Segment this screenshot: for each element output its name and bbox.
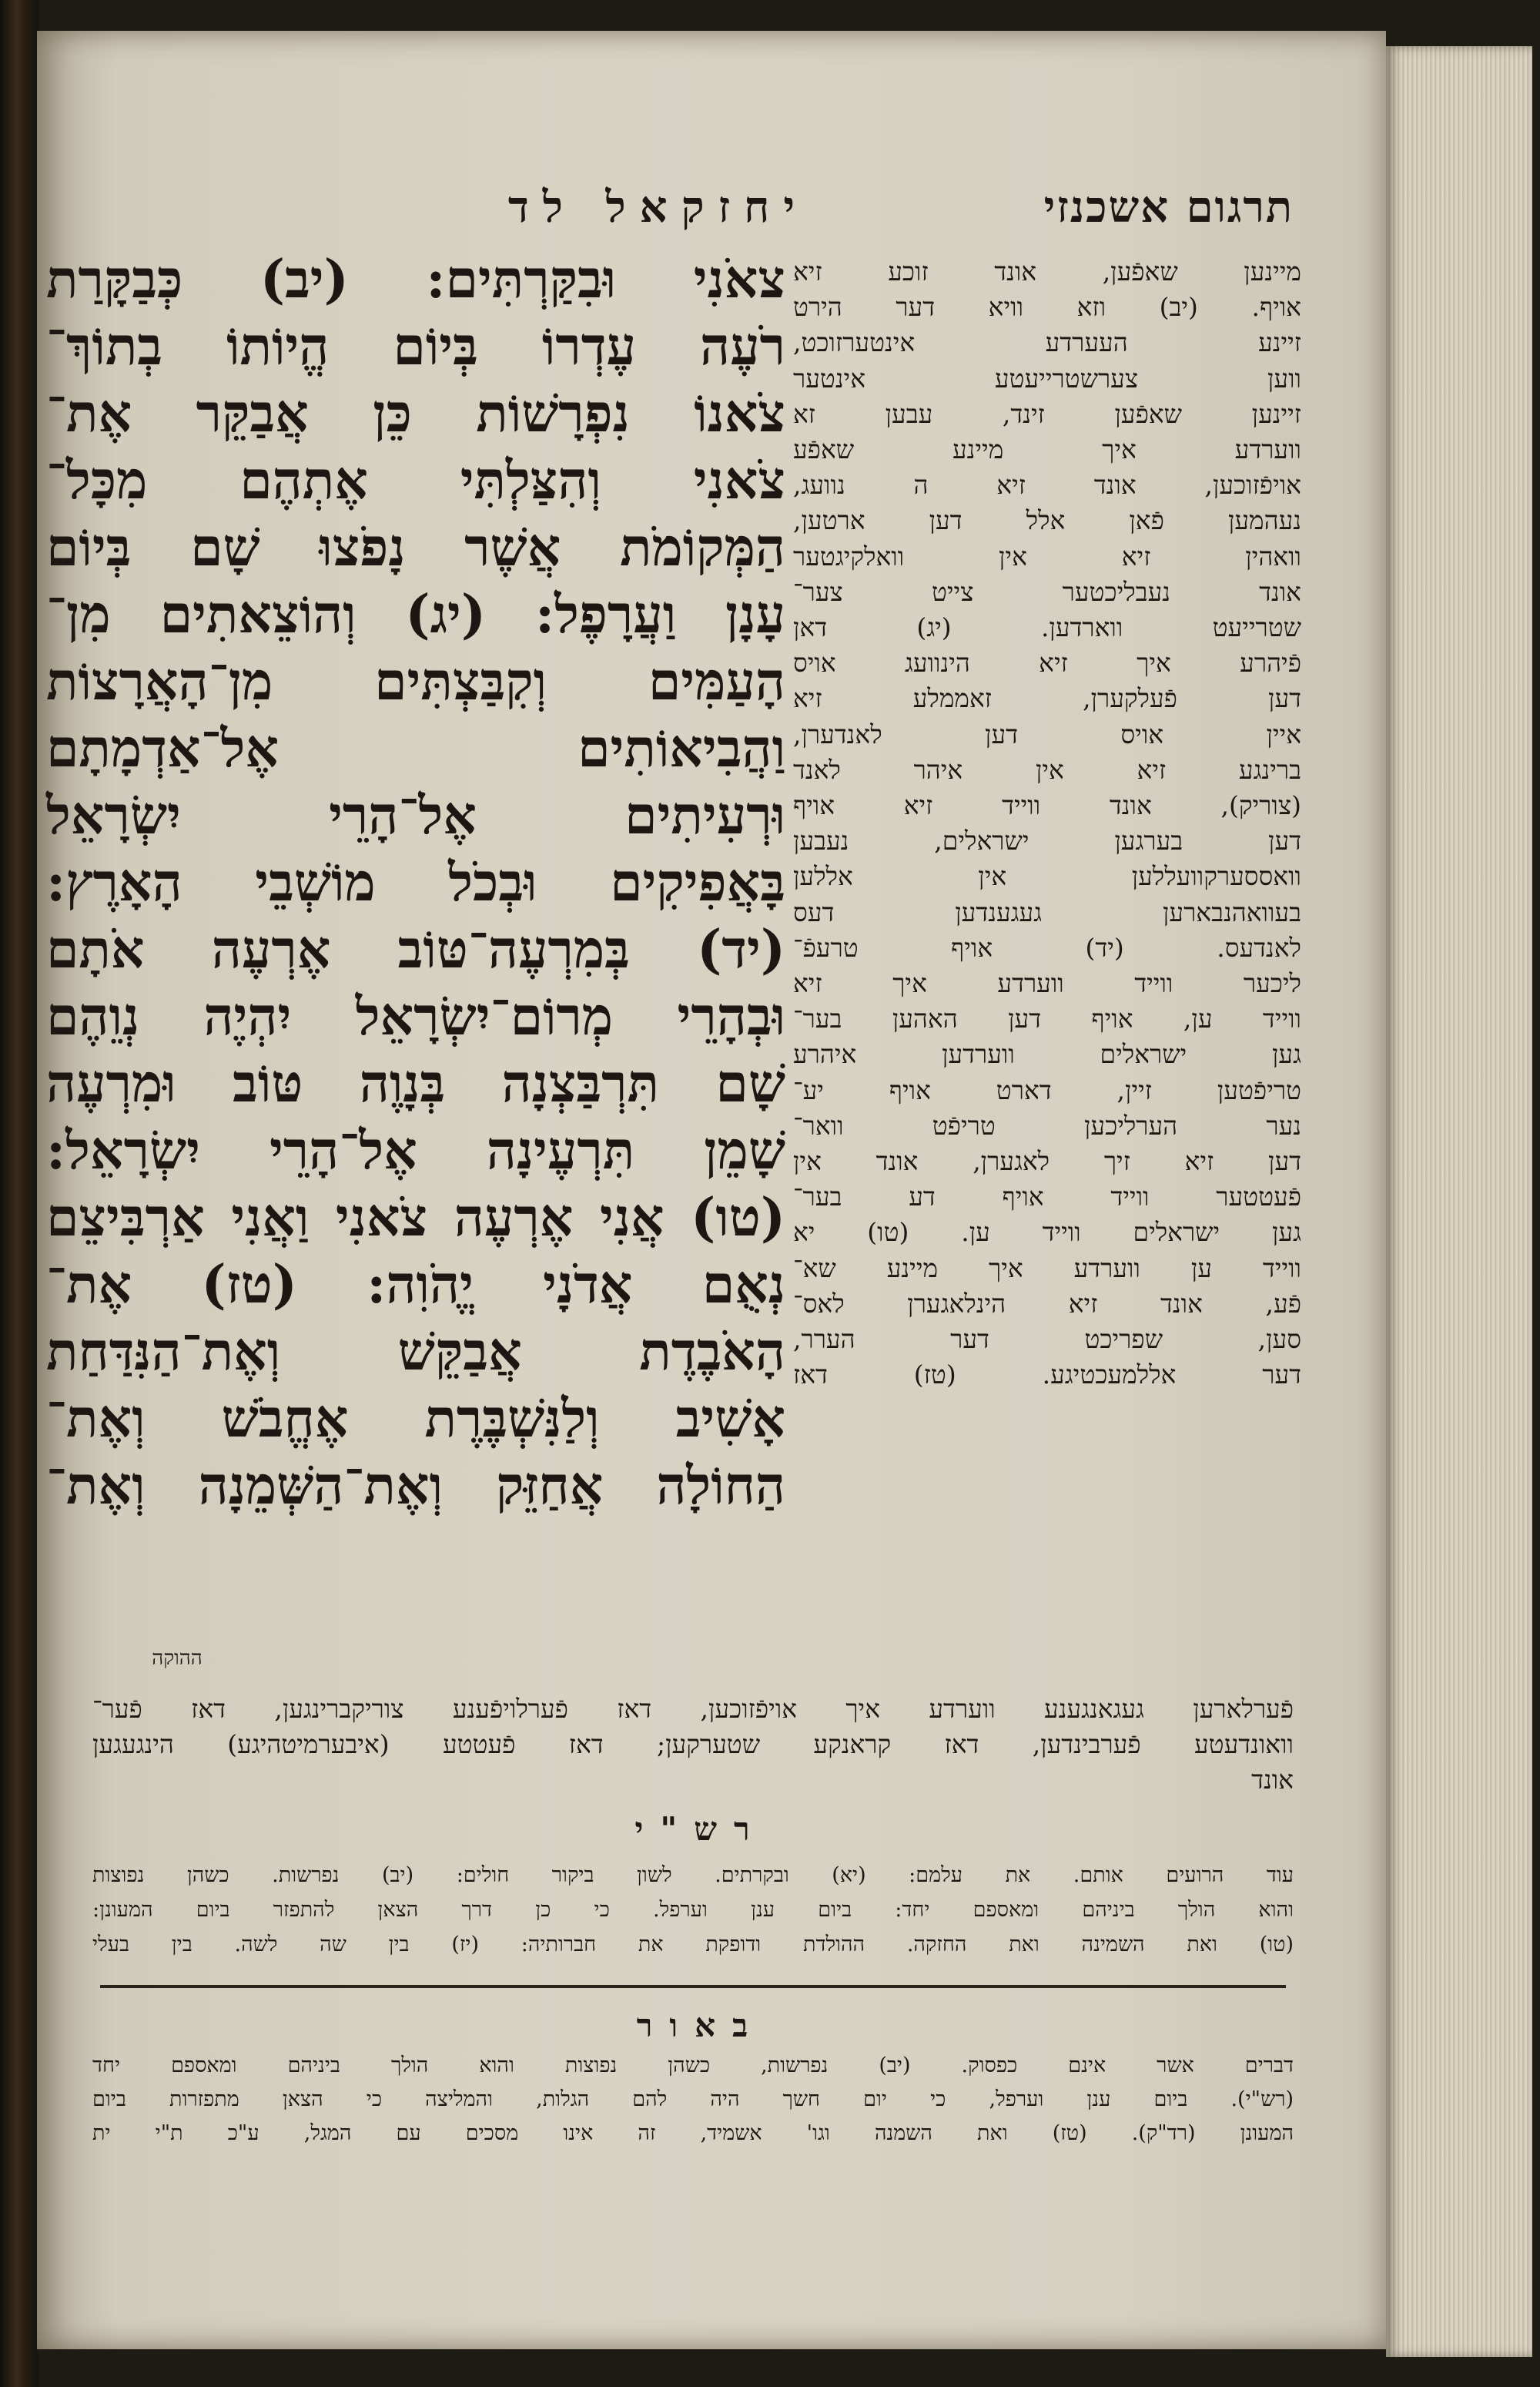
text-line: וַהֲבִיאוֹתִים אֶל־אַדְמָתָם <box>46 718 785 779</box>
translation-continuation <box>92 1691 1294 1798</box>
rashi-heading: רש"י <box>634 1810 767 1848</box>
text-line: בָּאֲפִיקִים וּבְכֹל מוֹשְׁבֵי הָאָרֶץ: <box>46 852 785 914</box>
text-line: עוד הרועים אותם. את עלמם: (יא) ובקרתים. לשון ביקור חולים: (יב) נפרשות. כשהן נפוצות <box>92 1863 1294 1887</box>
text-line: נעהמען פֿאן אלל דען ארטען, <box>793 505 1301 536</box>
text-line: דברים אשר אינם כפסוק. (יב) נפרשות, כשהן נפוצות והוא הולך ביניהם ומאספם יחד <box>92 2053 1294 2077</box>
text-line: (צוריק), אונד ווייד זיא אויף <box>793 790 1301 821</box>
text-line: זיינע העערדע אינטערזוכט, <box>793 327 1301 358</box>
text-line: ווייד ען, אויף דען האהען בער־ <box>793 1004 1301 1034</box>
text-line: פֿערלארען געגאנגענע ווערדע איך אויפֿזוכען, דאז פֿערלויפֿענע צוריקברינגען, דאז פֿער־ <box>92 1694 1294 1724</box>
text-line: שָׁם תִּרְבַּצְנָה בְּנָוֶה טּוֹב וּמִרְעֶה <box>46 1053 785 1115</box>
text-line: וואססערקוועללען אין אללען <box>793 861 1301 892</box>
text-line: וּרְעִיתִים אֶל־הָרֵי יִשְׂרָאֵל <box>46 785 785 847</box>
text-line: (טו) ואת השמינה ואת החזקה. ההולדת ודופקת את חברותיה: (יז) בין שה לשה. בין בעלי <box>92 1933 1294 1956</box>
text-line: וּבְהָרֵי מְרוֹם־יִשְׂרָאֵל יִהְיֶה נְוֵהֶם <box>46 986 785 1048</box>
text-line: אונד נעבליכטער צייט צער־ <box>793 576 1301 607</box>
text-line: וואונדעטע פֿערבינדען, דאז קראנקע שטערקען; דאז פֿעטטע (איבערמיטהיגע) הינגעגען <box>92 1729 1294 1759</box>
text-line: אויפֿזוכען, אונד זיא ה נוועג, <box>793 470 1301 501</box>
text-line: הַחוֹלָה אֲחַזֵּק וְאֶת־הַשְּׁמֵנָה וְאֶת־ <box>46 1455 785 1517</box>
text-line: ליכער ווייד ווערדע איך זיא <box>793 968 1301 999</box>
text-line: אָשִׁיב וְלַנִּשְׁבֶּרֶת אֶחֱבֹשׁ וְאֶת־ <box>46 1388 785 1450</box>
text-line: רֹעֶה עֶדְרוֹ בְּיוֹם הֱיוֹתוֹ בְתוֹךְ־ <box>46 316 785 377</box>
text-line: טריפֿטען זיין, דארט אויף יע־ <box>793 1074 1301 1105</box>
hebrew-main-text <box>46 246 785 1520</box>
text-line: מיינען שאפֿען, אונד זוכע זיא <box>793 256 1301 287</box>
text-line: הָאֹבֶדֶת אֲבַקֵּשׁ וְאֶת־הַנִּדַּחַת <box>46 1321 785 1383</box>
text-line: דען זיא זיך לאגערן, אונד אין <box>793 1146 1301 1177</box>
text-line: ווען צערשטרייעטע אינטער <box>793 363 1301 394</box>
text-line: ווערדע איך מיינע שאפֿע <box>793 434 1301 465</box>
text-line: נער הערליכען טריפֿט וואר־ <box>793 1110 1301 1141</box>
text-line: לאנדעס. (יד) אויף טרעפֿ־ <box>793 932 1301 963</box>
yiddish-translation-column <box>793 254 1301 1393</box>
text-line: אויף. (יב) וזא וויא דער הירט <box>793 292 1301 323</box>
section-divider <box>100 1985 1286 1988</box>
book-binding <box>0 0 38 2387</box>
text-line: והוא הולך ביניהם ומאספם יחד: ביום ענן וערפל. כי כן דרך הצאן להתפזר ביום המעונן: <box>92 1898 1294 1922</box>
text-line: הָעַמִּים וְקִבַּצְתִּים מִן־הָאֲרָצוֹת <box>46 651 785 712</box>
text-line: דער אללמעכטיגע. (טז) דאז <box>793 1359 1301 1390</box>
text-line: צאֹנִי וּבִקַּרְתִּים: (יב) כְּבַקָּרַת <box>46 249 785 310</box>
running-head-right: תרגום אשכנזי <box>1043 182 1294 233</box>
text-line: שטרייעט ווארדען. (יג) דאן <box>793 612 1301 643</box>
text-line: גען ישראלים ווערדען איהרע <box>793 1039 1301 1070</box>
running-head-left: יחזקאל לד <box>507 182 808 233</box>
rashi-commentary <box>92 1858 1294 1962</box>
text-line: עָנָן וַעֲרָפֶל: (יג) וְהוֹצֵאתִים מִן־ <box>46 584 785 645</box>
text-line: וואהין זיא אין וואלקיגטער <box>793 541 1301 572</box>
text-line: אונד <box>1251 1765 1294 1795</box>
text-line: (טו) אֲנִי אֶרְעֶה צֹאנִי וַאֲנִי אַרְבִּיצֵם <box>46 1187 785 1249</box>
text-line: דען בערגען ישראלים, נעבען <box>793 826 1301 857</box>
text-line: פֿיהרע איך זיא הינוועג אויס <box>793 648 1301 679</box>
text-line: זיינען שאפֿען זינד, עבען זא <box>793 398 1301 429</box>
text-line: נְאֻם אֲדֹנָי יֱהֹוִה: (טז) אֶת־ <box>46 1254 785 1316</box>
text-line: שָׁמֵן תִּרְעֶינָה אֶל־הָרֵי יִשְׂרָאֵל: <box>46 1120 785 1182</box>
biur-commentary <box>92 2049 1294 2151</box>
text-line: פֿע, אונד זיא הינלאגערן לאס־ <box>793 1288 1301 1319</box>
text-line: צֹאנִי וְהִצַּלְתִּי אֶתְהֶם מִכָּל־ <box>46 450 785 511</box>
text-line: המעונן (רד"ק). (טז) ואת השמנה וגו' אשמיד, זה אינו מסכים עם המגל, ע"כ ת"י ית <box>92 2121 1294 2145</box>
text-line: הַמְּקוֹמֹת אֲשֶׁר נָפֹצוּ שָׁם בְּיוֹם <box>46 517 785 578</box>
catchword: ההוקה <box>152 1647 203 1670</box>
text-line: בעוואהנבארען געגענדען דעס <box>793 897 1301 927</box>
biur-heading: באור <box>636 2006 765 2044</box>
text-line: גען ישראלים ווייד ען. (טו) יא <box>793 1217 1301 1248</box>
text-line: (יד) בְּמִרְעֶה־טּוֹב אֶרְעֶה אֹתָם <box>46 919 785 981</box>
text-line: דען פֿעלקערן, זאממלע זיא <box>793 683 1301 714</box>
page-edges <box>1386 46 1532 2357</box>
text-line: ברינגע זיא אין איהר לאנד <box>793 754 1301 785</box>
text-line: איין אויס דען לאנדערן, <box>793 719 1301 749</box>
text-line: פֿעטטער ווייד אויף דע בער־ <box>793 1182 1301 1212</box>
text-line: סען, שפריכט דער הערר, <box>793 1324 1301 1355</box>
text-line: צֹאנוֹ נִפְרָשׁוֹת כֵּן אֲבַקֵּר אֶת־ <box>46 383 785 444</box>
text-line: (רש"י). ביום ענן וערפל, כי יום חשך היה להם הגלות, והמליצה כי הצאן מתפזרות ביום <box>92 2087 1294 2111</box>
text-line: ווייד ען ווערדע איך מיינע שא־ <box>793 1252 1301 1283</box>
